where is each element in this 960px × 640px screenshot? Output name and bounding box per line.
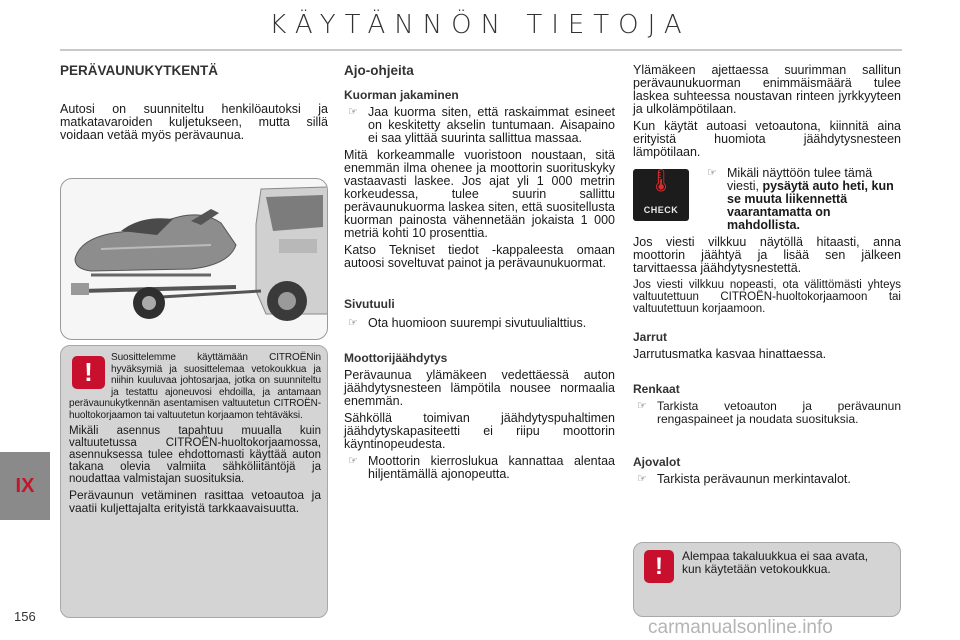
column-driving-advice <box>344 64 615 485</box>
pointing-hand-icon: ☞ <box>707 167 717 179</box>
list-item: ☞ Moottorin kierroslukua kannattaa alentaa hiljentämällä ajonopeutta. <box>344 455 615 481</box>
list-item: ☞ Mikäli näyttöön tulee tämä viesti, pysäytä auto heti, kun se muuta liikennettä vaarantamatta on mahdollista. <box>703 167 901 232</box>
car-trailer-jetski-image <box>61 179 328 340</box>
coolant-warning-block <box>633 163 901 236</box>
watermark: carmanualsonline.info <box>648 617 833 638</box>
intro-paragraph: Autosi on suunniteltu henkilöautoksi ja matkatavaroiden kuljetukseen, mutta sillä voidaan vetää myös perävaunua. <box>60 102 328 142</box>
towing-illustration <box>60 178 328 340</box>
paragraph: Ylämäkeen ajettaessa suurimman sallitun perävaunukuorman enimmäismäärä tulee laskea suhteessa noustavan rinteen jyrkkyyteen ja ulkolämpötilaan. <box>633 63 901 116</box>
column-trailer-intro <box>60 64 328 142</box>
section-title-tow-hitch: PERÄVAUNUKYTKENTÄ <box>60 63 219 78</box>
list-item: ☞ Jaa kuorma siten, että raskaimmat esineet on keskitetty akselin tuntumaan. Aisapaino ei saa ylittää suurinta sallittua massaa. <box>344 106 615 145</box>
page-number: 156 <box>14 609 36 624</box>
paragraph: Jarrutusmatka kasvaa hinattaessa. <box>633 347 827 361</box>
paragraph: Perävaunua ylämäkeen vedettäessä auton jäähdytysnesteen lämpötila nousee normaalia enemmän. <box>344 368 615 408</box>
warning-paragraph: Perävaunun vetäminen rasittaa vetoautoa ja vaatii kuljettajalta erityistä tarkkaavaisuutta. <box>69 488 321 515</box>
chapter-tab: IX <box>0 452 50 520</box>
paragraph: Katso Tekniset tiedot -kappaleesta omaan autoosi soveltuvat painot ja perävaunukuormat. <box>344 243 615 270</box>
section-title-driving-advice: Ajo-ohjeita <box>344 63 414 78</box>
paragraph: Mitä korkeammalle vuoristoon noustaan, sitä enemmän ilma ohenee ja moottorin suorituskyky vastaavasti laskee. Jos ajat yli 1 000 metrin korkeudessa, tulee suurin sallittu perävaunukuorma laskea siten, että suositellusta kuorman painosta vähennetään jokaista 1 000 metriä kohti 10 prosenttia. <box>344 148 615 240</box>
warning-box-tow-hitch <box>60 345 328 618</box>
pointing-hand-icon: ☞ <box>348 106 358 118</box>
coolant-check-icon: 🌡 CHECK <box>633 169 689 221</box>
pointing-hand-icon: ☞ <box>348 317 358 329</box>
pointing-hand-icon: ☞ <box>637 400 647 412</box>
list-item: ☞ Tarkista vetoauton ja perävaunun rengaspaineet ja noudata suosituksia. <box>633 400 901 426</box>
list-item: ☞ Tarkista perävaunun merkintavalot. <box>633 473 901 486</box>
paragraph: Jos viesti vilkkuu nopeasti, ota välittömästi yhteys valtuutettuun CITROËN-huoltokorjaamoon tai valtuutettuun korjaamoon. <box>633 279 901 315</box>
list-item: ☞ Ota huomioon suurempi sivutuulialttius. <box>344 317 615 330</box>
paragraph: Sähköllä toimivan jäähdytyspuhaltimen jäähdytyskapasiteetti ei riipu moottorin käyntinopeudesta. <box>344 411 615 451</box>
header-rule <box>60 49 902 51</box>
warning-exclamation-icon: ! <box>72 356 105 389</box>
subsection-title: Jarrut <box>633 330 668 344</box>
page-title: KÄYTÄNNÖN TIETOJA <box>269 10 691 40</box>
paragraph: Jos viesti vilkkuu näytöllä hitaasti, anna moottorin jäähtyä ja lisää sen jälkeen tarvittaessa jäähdytysnestettä. <box>633 235 901 275</box>
pointing-hand-icon: ☞ <box>637 473 647 485</box>
warning-paragraph: Suosittelemme käyttämään CITROËNin hyväksymiä ja suosittelemaa vetokoukkua ja niihin kuuluvaa johtosarjaa, jotka on suunniteltu ja testattu ajoneuvosi ehdoilla, ja antamaan perävaunukytkennän asentamisen valtuutetun CITROËN-huoltokorjaamon tai valtuutetun korjaamon tehtäväksi. <box>69 352 321 421</box>
paragraph: Kun käytät autoasi vetoautona, kiinnitä aina erityistä huomiota jäähdytysnesteen lämpötilaan. <box>633 119 901 159</box>
column-driving-advice-continued <box>633 64 901 490</box>
thermometer-icon: 🌡 <box>647 168 675 193</box>
warning-text: Alempaa takaluukkua ei saa avata, kun käytetään vetokoukkua. <box>682 549 869 576</box>
subsection-title: Renkaat <box>633 382 680 396</box>
subsection-title: Kuorman jakaminen <box>344 88 459 102</box>
subsection-title: Sivutuuli <box>344 297 395 311</box>
subsection-title: Moottorijäähdytys <box>344 351 448 365</box>
subsection-title: Ajovalot <box>633 455 681 469</box>
warning-paragraph: Mikäli asennus tapahtuu muualla kuin valtuutetussa CITROËN-huoltokorjaamossa, asennuksessa tulee ehdottomasti käyttää auton takana olevia valmiita sähköliitäntöjä ja noudattaa valmistajan suosituksia. <box>69 425 321 485</box>
warning-exclamation-icon: ! <box>644 550 674 583</box>
pointing-hand-icon: ☞ <box>348 455 358 467</box>
warning-box-tailgate <box>633 542 901 617</box>
